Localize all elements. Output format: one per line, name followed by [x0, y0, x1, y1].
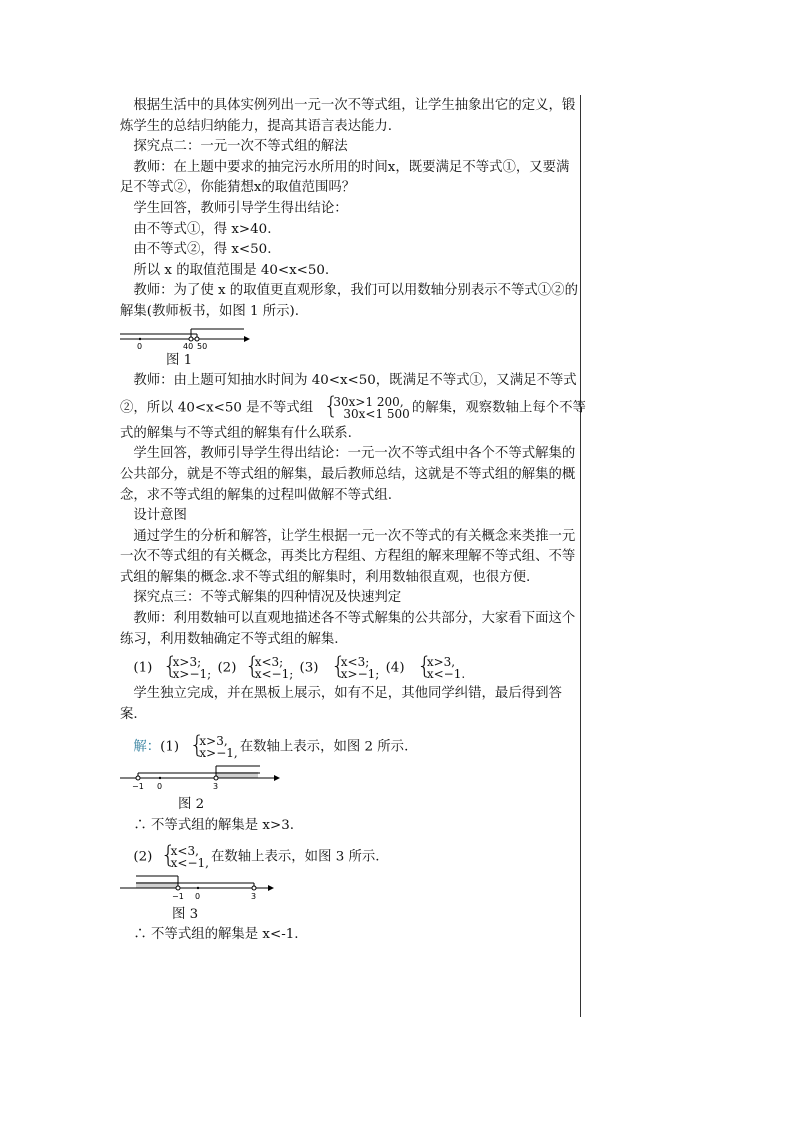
solution-2-tail: 在数轴上表示，如图 3 所示.	[210, 849, 380, 865]
system-30x-line1: { 30x>1 200,	[333, 394, 404, 409]
teacher3b-text: ②，所以 40<x<50 是不等式组	[120, 400, 314, 416]
teacher3a-text: 教师：由上题可知抽水时间为 40<x<50，既满足不等式①，又满足不等式	[133, 373, 577, 389]
range-text: 所以 x 的取值范围是 40<x<50.	[133, 262, 330, 278]
fig1-point-40	[189, 337, 193, 341]
figure-1-caption: 图 1	[166, 352, 193, 368]
para1-text: 根据生活中的具体实例列出一元一次不等式组，让学生抽象出它的定义，锻炼学生的总结归纳能力，提高其语言表达能力.	[120, 98, 576, 134]
fig2-arrow	[274, 775, 280, 781]
design-title	[120, 506, 578, 527]
fig2-tick-0: 0	[157, 782, 163, 792]
ex4-line2: x<−1.	[426, 667, 466, 682]
system-30x-line2: 30x<1 500	[343, 406, 410, 421]
solution-label: 解：	[133, 739, 161, 755]
heading2-text: 探究点二：一元一次不等式组的解法	[133, 139, 348, 155]
ex2-line1: { x<3;	[254, 655, 284, 670]
heading-point3	[120, 588, 578, 609]
fig1-tick-0: 0	[137, 341, 143, 351]
fig1-tick-50: 50	[197, 341, 208, 351]
teacher-q1-text: 教师：在上题中要求的抽完污水所用的时间x，既要满足不等式①，又要满足不等式②，你能猜想x的取值范围吗？	[120, 159, 570, 196]
fig3-arrow	[268, 885, 274, 891]
ex1-line1: { x>3;	[172, 655, 202, 670]
student-answer-1	[120, 199, 578, 220]
student3-text: 学生独立完成，并在黑板上展示，如有不足，其他同学纠错，最后得到答案.	[120, 686, 562, 722]
figure-2-caption: 图 2	[178, 797, 205, 813]
document-content	[120, 96, 586, 946]
teacher-statement-3a	[120, 371, 578, 392]
student-answer-2	[120, 444, 578, 506]
sol1-result-text: ∴ 不等式组的解集是 x>3.	[133, 818, 294, 834]
exercise-3-label: (3)	[299, 660, 319, 676]
fig2-point-0	[159, 777, 161, 779]
figure-3-caption: 图 3	[172, 906, 199, 922]
teacher-question-1	[120, 158, 578, 199]
ex1-line2: x>−1;	[172, 667, 212, 682]
teacher-question-2	[120, 281, 578, 322]
teacher3c-text: 的解集，观察数轴上每个不等	[411, 400, 586, 416]
fig1-point-0	[139, 337, 141, 339]
fig1-tick-40: 40	[183, 341, 194, 351]
design-para	[120, 96, 578, 137]
fig2-point-3	[214, 776, 218, 780]
teacher-statement-3d	[120, 424, 578, 445]
fig2-tick-3: 3	[213, 782, 219, 792]
sol2-line2: x<−1,	[170, 855, 209, 870]
teacher-statement-3b	[120, 394, 586, 421]
heading3-text: 探究点三：不等式解集的四种情况及快速判定	[133, 590, 402, 606]
fig3-tick-3: 3	[251, 891, 257, 901]
ineq1-text: 由不等式①，得 x>40.	[133, 221, 272, 237]
exercise-1-label: (1)	[133, 660, 153, 676]
solution-1	[120, 735, 578, 759]
solution-1-system	[191, 735, 237, 759]
solution-2-system	[163, 845, 209, 869]
exercise-3-system	[333, 656, 380, 680]
design-title-text: 设计意图	[133, 508, 187, 524]
fig3-tick-0: 0	[195, 891, 201, 901]
inequality-1	[120, 220, 578, 241]
fig2-point-neg1	[136, 776, 140, 780]
fig3-point-neg1	[176, 886, 180, 890]
fig1-point-50	[195, 337, 199, 341]
fig1-arrow	[244, 336, 250, 342]
teacher-question-4	[120, 609, 578, 650]
exercise-list	[120, 656, 578, 680]
solution-2-result	[120, 925, 578, 946]
sol1-line2: x>−1,	[199, 746, 238, 761]
fig3-point-0	[197, 886, 199, 888]
exercise-4-system	[419, 656, 465, 680]
design-text-body: 通过学生的分析和解答，让学生根据一元一次不等式的有关概念来类推一元一次不等式组的有关概念，再类比方程组、方程组的解来理解不等式组、不等式组的解集的概念.求不等式组的解集时，利用数轴很直观，也很方便.	[120, 528, 576, 585]
solution-1-label: (1)	[160, 739, 180, 755]
exercise-2-label: (2)	[217, 660, 237, 676]
figure-2-number-line	[120, 763, 290, 795]
sol1-line1: { x>3,	[199, 734, 228, 749]
fig2-tick-neg1: −1	[132, 782, 144, 792]
table-border-right	[580, 95, 581, 1017]
teacher-q4-text: 教师：利用数轴可以直观地描述各不等式解集的公共部分，大家看下面这个练习，利用数轴确定不等式组的解集.	[120, 611, 576, 647]
fig3-point-3	[252, 886, 256, 890]
exercise-2-system	[247, 656, 294, 680]
figure-3-number-line	[120, 873, 290, 905]
exercise-1-system	[165, 656, 212, 680]
solution-1-result	[120, 816, 578, 837]
sol2-line1: { x<3,	[170, 843, 199, 858]
figure-1-number-line	[120, 325, 260, 351]
solution-1-tail: 在数轴上表示，如图 2 所示.	[239, 739, 409, 755]
ex3-line1: { x<3;	[340, 655, 370, 670]
range-statement	[120, 261, 578, 282]
student-answer-3	[120, 684, 578, 725]
heading-point2	[120, 137, 578, 158]
sol2-result-text: ∴ 不等式组的解集是 x<-1.	[133, 927, 299, 943]
ex2-line2: x<−1;	[254, 667, 294, 682]
design-text	[120, 527, 578, 589]
student1-text: 学生回答，教师引导学生得出结论：	[133, 200, 348, 216]
student2-text: 学生回答，教师引导学生得出结论：一元一次不等式组中各个不等式解集的公共部分，就是不等式组的解集，最后教师总结，这就是不等式组的解集的概念，求不等式组的解集的过程叫做解不等式组.	[120, 446, 576, 503]
ex4-line1: { x>3,	[426, 655, 456, 670]
fig3-tick-neg1: −1	[172, 891, 184, 901]
solution-2	[120, 845, 578, 869]
exercise-4-label: (4)	[385, 660, 405, 676]
ineq2-text: 由不等式②，得 x<50.	[133, 242, 272, 258]
ex3-line2: x>−1;	[340, 667, 380, 682]
system-30x	[325, 396, 409, 420]
inequality-2	[120, 240, 578, 261]
teacher3d-text: 式的解集与不等式组的解集有什么联系.	[120, 425, 352, 441]
solution-2-label: (2)	[133, 849, 153, 865]
teacher-q2-text: 教师：为了使 x 的取值更直观形象，我们可以用数轴分别表示不等式①②的解集(教师板书，如图 1 所示).	[120, 283, 578, 319]
